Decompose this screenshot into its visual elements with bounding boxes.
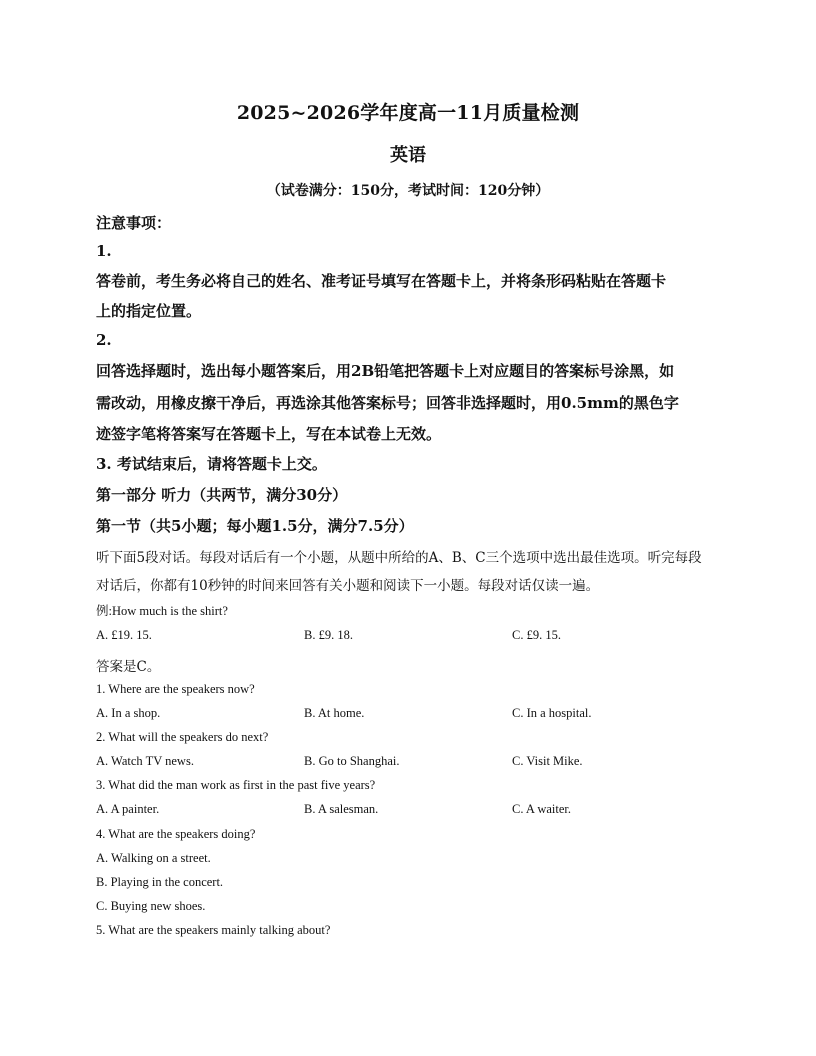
question-3-option-a: A. A painter. [96,802,160,816]
part1-heading: 第一部分 听力（共两节，满分30分） [96,486,348,504]
listening-intro-line-1: 听下面5段对话。每段对话后有一个小题，从题中所给的A、B、C三个选项中选出最佳选项。听完每段 [96,550,702,566]
notice-item-1-line-1: 答卷前，考生务必将自己的姓名、准考证号填写在答题卡上，并将条形码粘贴在答题卡 [96,272,667,290]
notice-heading: 注意事项： [96,214,172,232]
example-answer: 答案是C。 [96,659,161,675]
question-3-option-c: C. A waiter. [512,802,572,816]
example-option-a: A. £19. 15. [96,628,152,642]
question-4-option-c: C. Buying new shoes. [96,899,206,913]
section1-heading: 第一节（共5小题；每小题1.5分，满分7.5分） [96,517,414,535]
question-3-option-b: B. A salesman. [304,802,379,816]
question-4-option-a: A. Walking on a street. [96,851,211,865]
listening-intro-line-2: 对话后，你都有10秒钟的时间来回答有关小题和阅读下一小题。每段对话仅读一遍。 [96,578,600,594]
question-2-option-a: A. Watch TV news. [96,754,194,768]
exam-title: 2025~2026学年度高一11月质量检测 [236,102,580,124]
question-1-option-a: A. In a shop. [96,706,161,720]
question-1-option-b: B. At home. [304,706,365,720]
example-option-c: C. £9. 15. [512,628,561,642]
example-question: 例:How much is the shirt? [96,604,228,618]
question-4-option-b: B. Playing in the concert. [96,875,224,889]
question-2-option-c: C. Visit Mike. [512,754,583,768]
question-2-option-b: B. Go to Shanghai. [304,754,400,768]
notice-item-3: 3. 考试结束后，请将答题卡上交。 [96,455,327,473]
subject-title: 英语 [390,145,426,166]
notice-item-1-number: 1. [96,242,112,260]
notice-item-2-line-2: 需改动，用橡皮擦干净后，再选涂其他答案标号；回答非选择题时，用0.5mm的黑色字 [96,394,679,412]
question-3: 3. What did the man work as first in the past five years? [96,778,376,792]
question-5: 5. What are the speakers mainly talking about? [96,923,331,937]
example-option-b: B. £9. 18. [304,628,353,642]
question-4: 4. What are the speakers doing? [96,827,256,841]
notice-item-2-line-3: 迹签字笔将答案写在答题卡上，写在本试卷上无效。 [96,425,442,443]
notice-item-2-number: 2. [96,331,112,349]
question-1-option-c: C. In a hospital. [512,706,592,720]
question-2: 2. What will the speakers do next? [96,730,269,744]
notice-item-2-line-1: 回答选择题时，选出每小题答案后，用2B铅笔把答题卡上对应题目的答案标号涂黑，如 [96,362,675,380]
question-1: 1. Where are the speakers now? [96,682,255,696]
notice-item-1-line-2: 上的指定位置。 [96,302,202,320]
exam-meta: （试卷满分：150分，考试时间：120分钟） [266,183,550,199]
